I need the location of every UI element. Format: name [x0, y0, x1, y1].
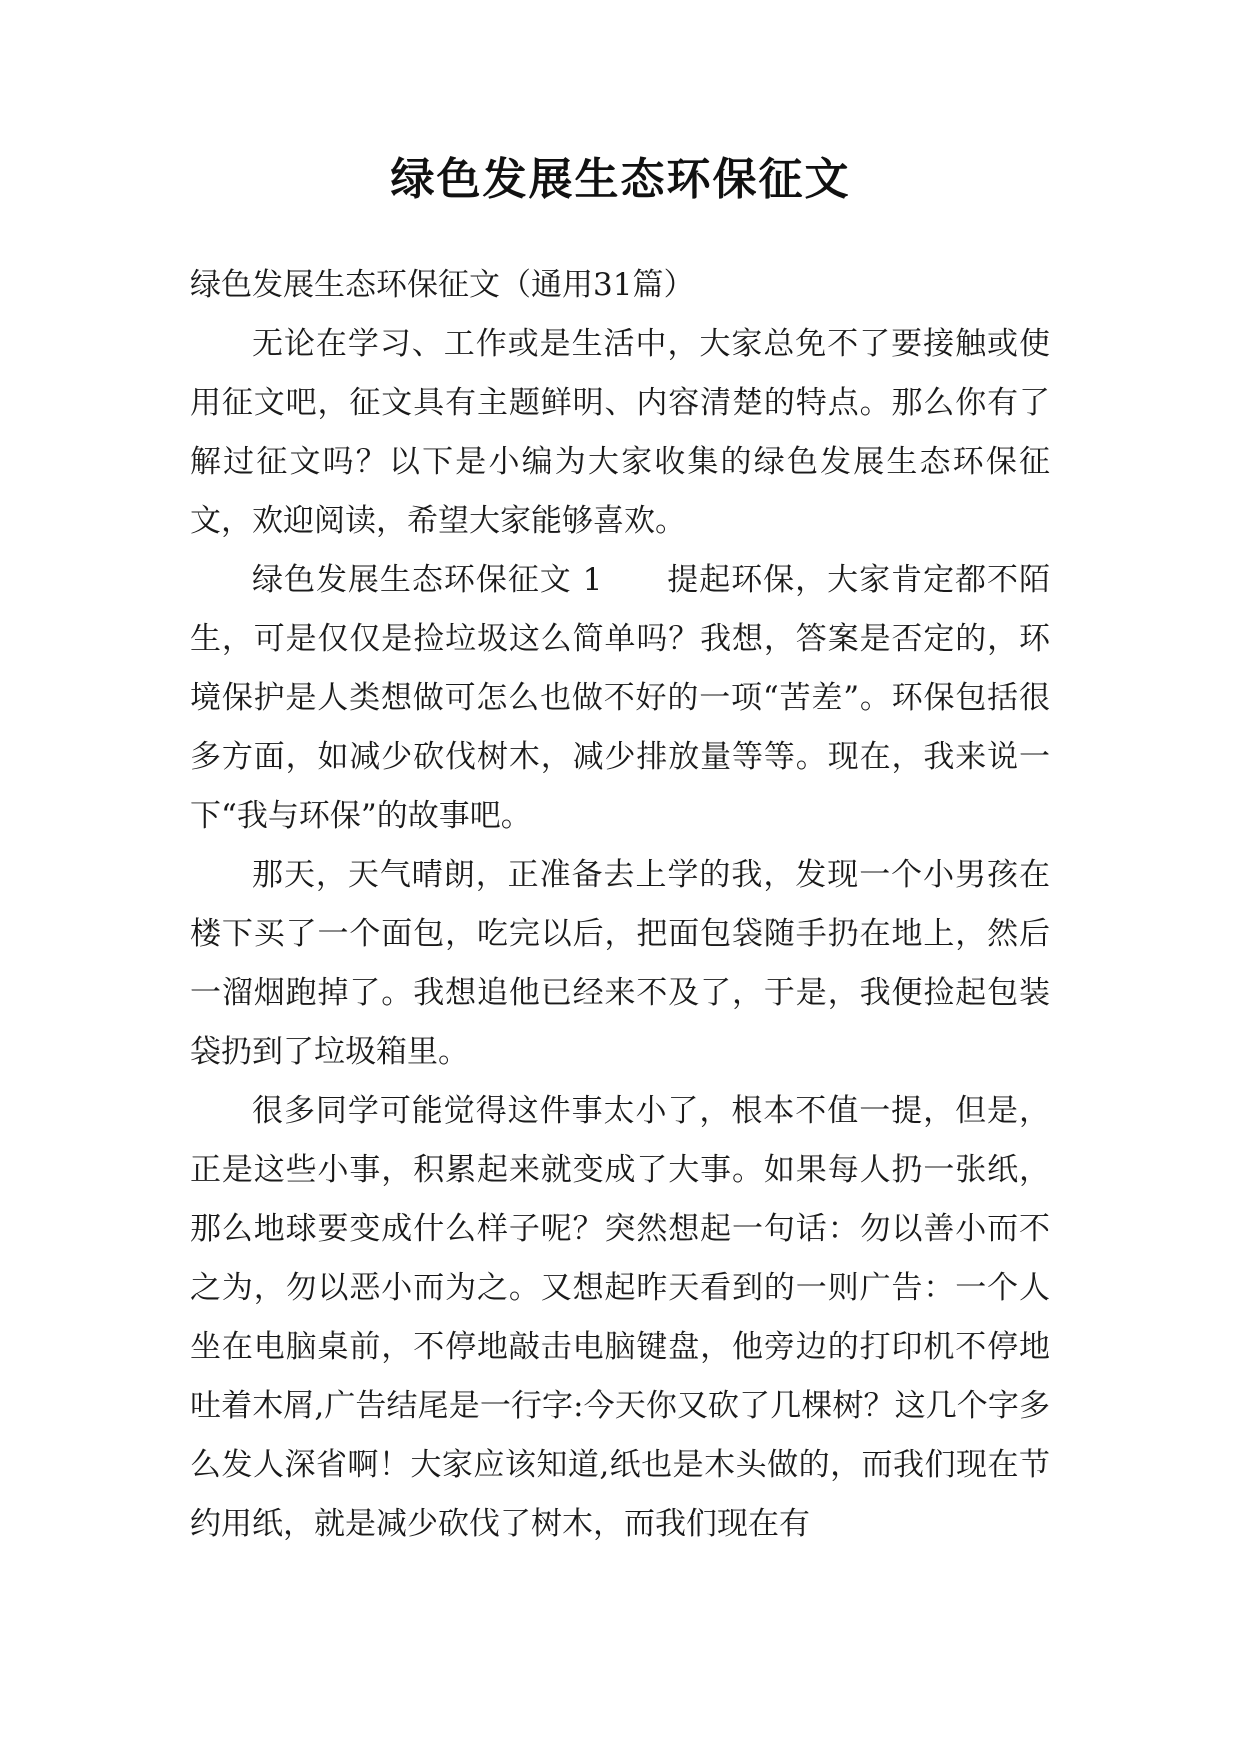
paragraph: 无论在学习、工作或是生活中，大家总免不了要接触或使用征文吧，征文具有主题鲜明、内容清楚的特点。那么你有了解过征文吗？以下是小编为大家收集的绿色发展生态环保征文，欢迎阅读，希望大家能够喜欢。: [190, 326, 1050, 539]
document-subtitle: 绿色发展生态环保征文（通用31篇）: [190, 267, 695, 303]
document-title: 绿色发展生态环保征文: [390, 154, 851, 205]
paragraph: 那天，天气晴朗，正准备去上学的我，发现一个小男孩在楼下买了一个面包，吃完以后，把面包袋随手扔在地上，然后一溜烟跑掉了。我想追他已经来不及了，于是，我便捡起包装袋扔到了垃圾箱里。: [190, 857, 1050, 1070]
paragraph: 很多同学可能觉得这件事太小了，根本不值一提，但是，正是这些小事，积累起来就变成了大事。如果每人扔一张纸，那么地球要变成什么样子呢？突然想起一句话：勿以善小而不之为，勿以恶小而为之。又想起昨天看到的一则广告：一个人坐在电脑桌前，不停地敲击电脑键盘，他旁边的打印机不停地吐着木屑,广告结尾是一行字:今天你又砍了几棵树？这几个字多么发人深省啊！大家应该知道,纸也是木头做的，而我们现在节约用纸，就是减少砍伐了树木，而我们现在有: [190, 1093, 1050, 1542]
paragraph: 绿色发展生态环保征文 1 提起环保，大家肯定都不陌生，可是仅仅是捡垃圾这么简单吗？我想，答案是否定的，环境保护是人类想做可怎么也做不好的一项“苦差”。环保包括很多方面，如减少砍伐树木，减少排放量等等。现在，我来说一下“我与环保”的故事吧。: [190, 562, 1050, 834]
document-body: [190, 256, 1050, 1554]
